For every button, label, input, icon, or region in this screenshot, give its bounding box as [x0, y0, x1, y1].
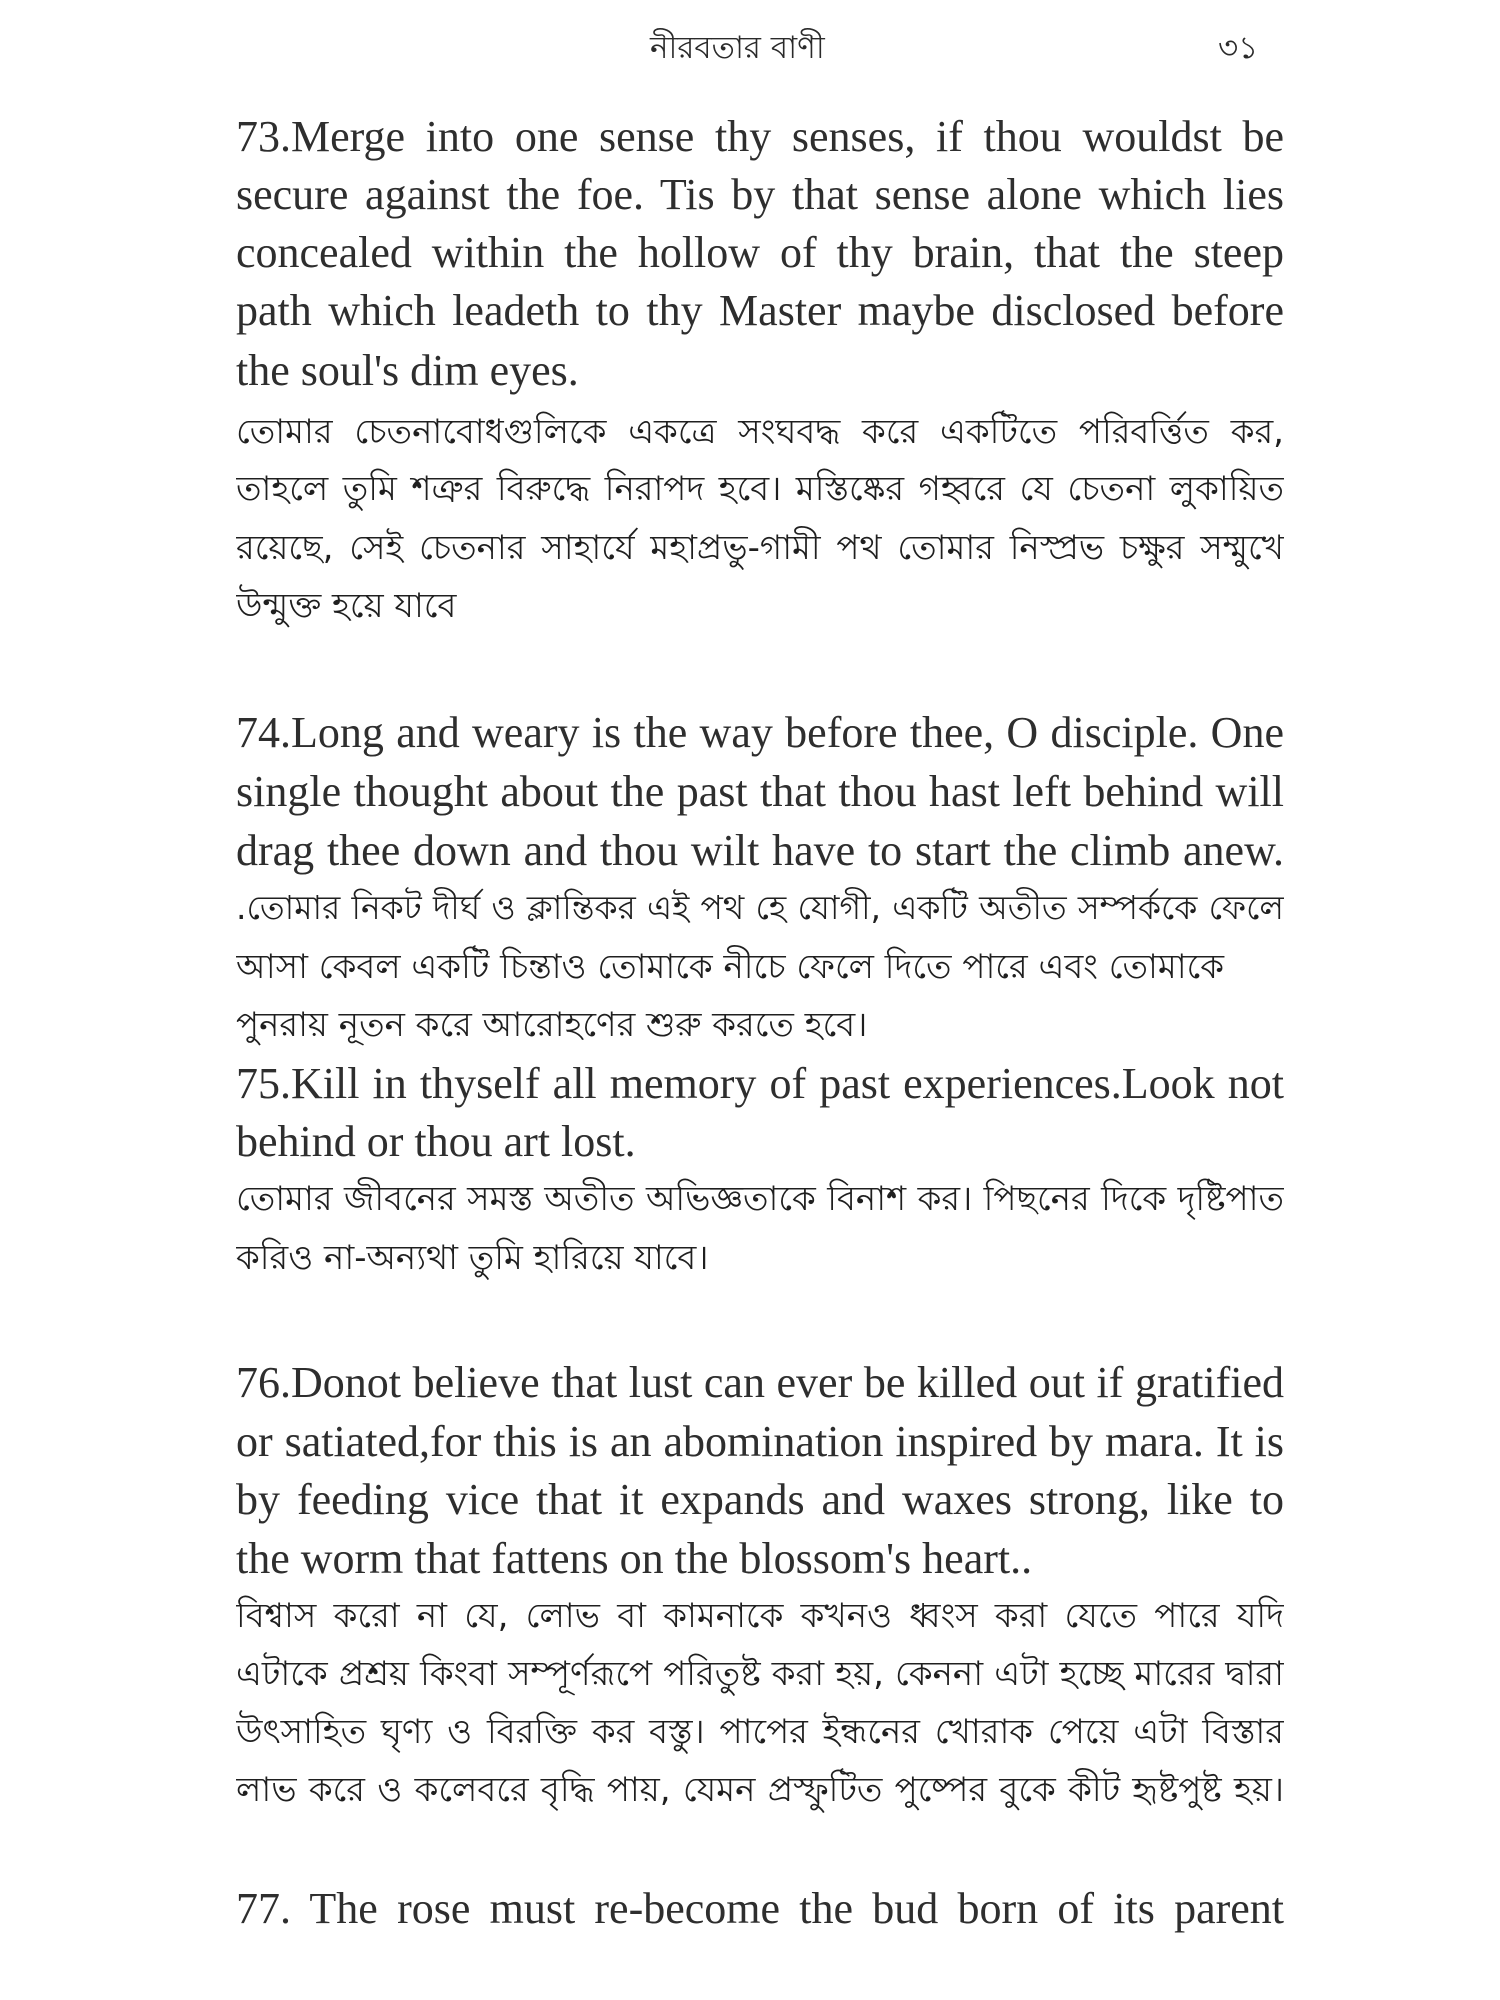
verse-75-english-line: 75.Kill in thyself all memory of past experiences.Look not	[236, 1059, 1284, 1108]
verse-76-bengali-line: এটাকে প্রশ্রয় কিংবা সম্পূর্ণরূপে পরিতুষ্ট করা হয়, কেননা এটা হচ্ছে মারের দ্বারা	[236, 1654, 1284, 1694]
verse-73-bengali-line: উন্মুক্ত হয়ে যাবে	[236, 586, 457, 626]
verse-73-english-line: the soul's dim eyes.	[236, 346, 579, 395]
verse-74-bengali-line: পুনরায় নূতন করে আরোহণের শুরু করতে হবে।	[236, 1005, 868, 1045]
verse-73-bengali-line: তোমার চেতনাবোধগুলিকে একত্রে সংঘবদ্ধ করে একটিতে পরিবর্ত্তিত কর,	[236, 412, 1284, 452]
verse-74-english-line: single thought about the past that thou hast left behind will	[236, 767, 1284, 816]
verse-73-bengali-line: রয়েছে, সেই চেতনার সাহার্যে মহাপ্রভু-গামী পথ তোমার নিস্প্রভ চক্ষুর সম্মুখে	[236, 528, 1284, 568]
verse-76-english-line: or satiated,for this is an abomination inspired by mara. It is	[236, 1417, 1284, 1466]
verse-73-english-line: 73.Merge into one sense thy senses, if thou wouldst be	[236, 112, 1284, 161]
verse-73-bengali-line: তাহলে তুমি শত্রুর বিরুদ্ধে নিরাপদ হবে। মস্তিষ্কের গহ্বরে যে চেতনা লুকায়িত	[236, 469, 1284, 509]
verse-74-bengali-line: .তোমার নিকট দীর্ঘ ও ক্লান্তিকর এই পথ হে যোগী, একটি অতীত সম্পর্ককে ফেলে	[236, 888, 1284, 927]
verse-76-english-line: by feeding vice that it expands and waxes strong, like to	[236, 1475, 1284, 1524]
verse-74-english-line: drag thee down and thou wilt have to start the climb anew.	[236, 826, 1284, 875]
verse-74-english-line: 74.Long and weary is the way before thee, O disciple. One	[236, 708, 1284, 757]
verse-77-english-line: 77. The rose must re-become the bud born of its parent	[236, 1884, 1284, 1933]
page-number: ৩১	[1218, 30, 1259, 66]
verse-75-english-line: behind or thou art lost.	[236, 1117, 636, 1166]
running-title: নীরবতার বাণী	[650, 30, 825, 66]
verse-73-english-line: secure against the foe. Tis by that sense alone which lies	[236, 170, 1284, 219]
verse-75-bengali-line: তোমার জীবনের সমস্ত অতীত অভিজ্ঞতাকে বিনাশ কর। পিছনের দিকে দৃষ্টিপাত	[236, 1179, 1284, 1219]
verse-76-bengali-line: বিশ্বাস করো না যে, লোভ বা কামনাকে কখনও ধ্বংস করা যেতে পারে যদি	[236, 1596, 1284, 1636]
verse-74-bengali-line: আসা কেবল একটি চিন্তাও তোমাকে নীচে ফেলে দিতে পারে এবং তোমাকে	[236, 947, 1225, 987]
verse-73-english-line: concealed within the hollow of thy brain, that the steep	[236, 228, 1284, 277]
verse-76-english-line: 76.Donot believe that lust can ever be killed out if gratified	[236, 1358, 1284, 1407]
verse-76-bengali-line: উৎসাহিত ঘৃণ্য ও বিরক্তি কর বস্তু। পাপের ইন্ধনের খোরাক পেয়ে এটা বিস্তার	[236, 1712, 1284, 1752]
verse-76-english-line: the worm that fattens on the blossom's heart..	[236, 1534, 1033, 1583]
verse-76-bengali-line: লাভ করে ও কলেবরে বৃদ্ধি পায়, যেমন প্রস্ফুটিত পুষ্পের বুকে কীট হৃষ্টপুষ্ট হয়।	[236, 1770, 1284, 1810]
verse-75-bengali-line: করিও না-অন্যথা তুমি হারিয়ে যাবে।	[236, 1238, 709, 1278]
verse-73-english-line: path which leadeth to thy Master maybe disclosed before	[236, 286, 1284, 335]
